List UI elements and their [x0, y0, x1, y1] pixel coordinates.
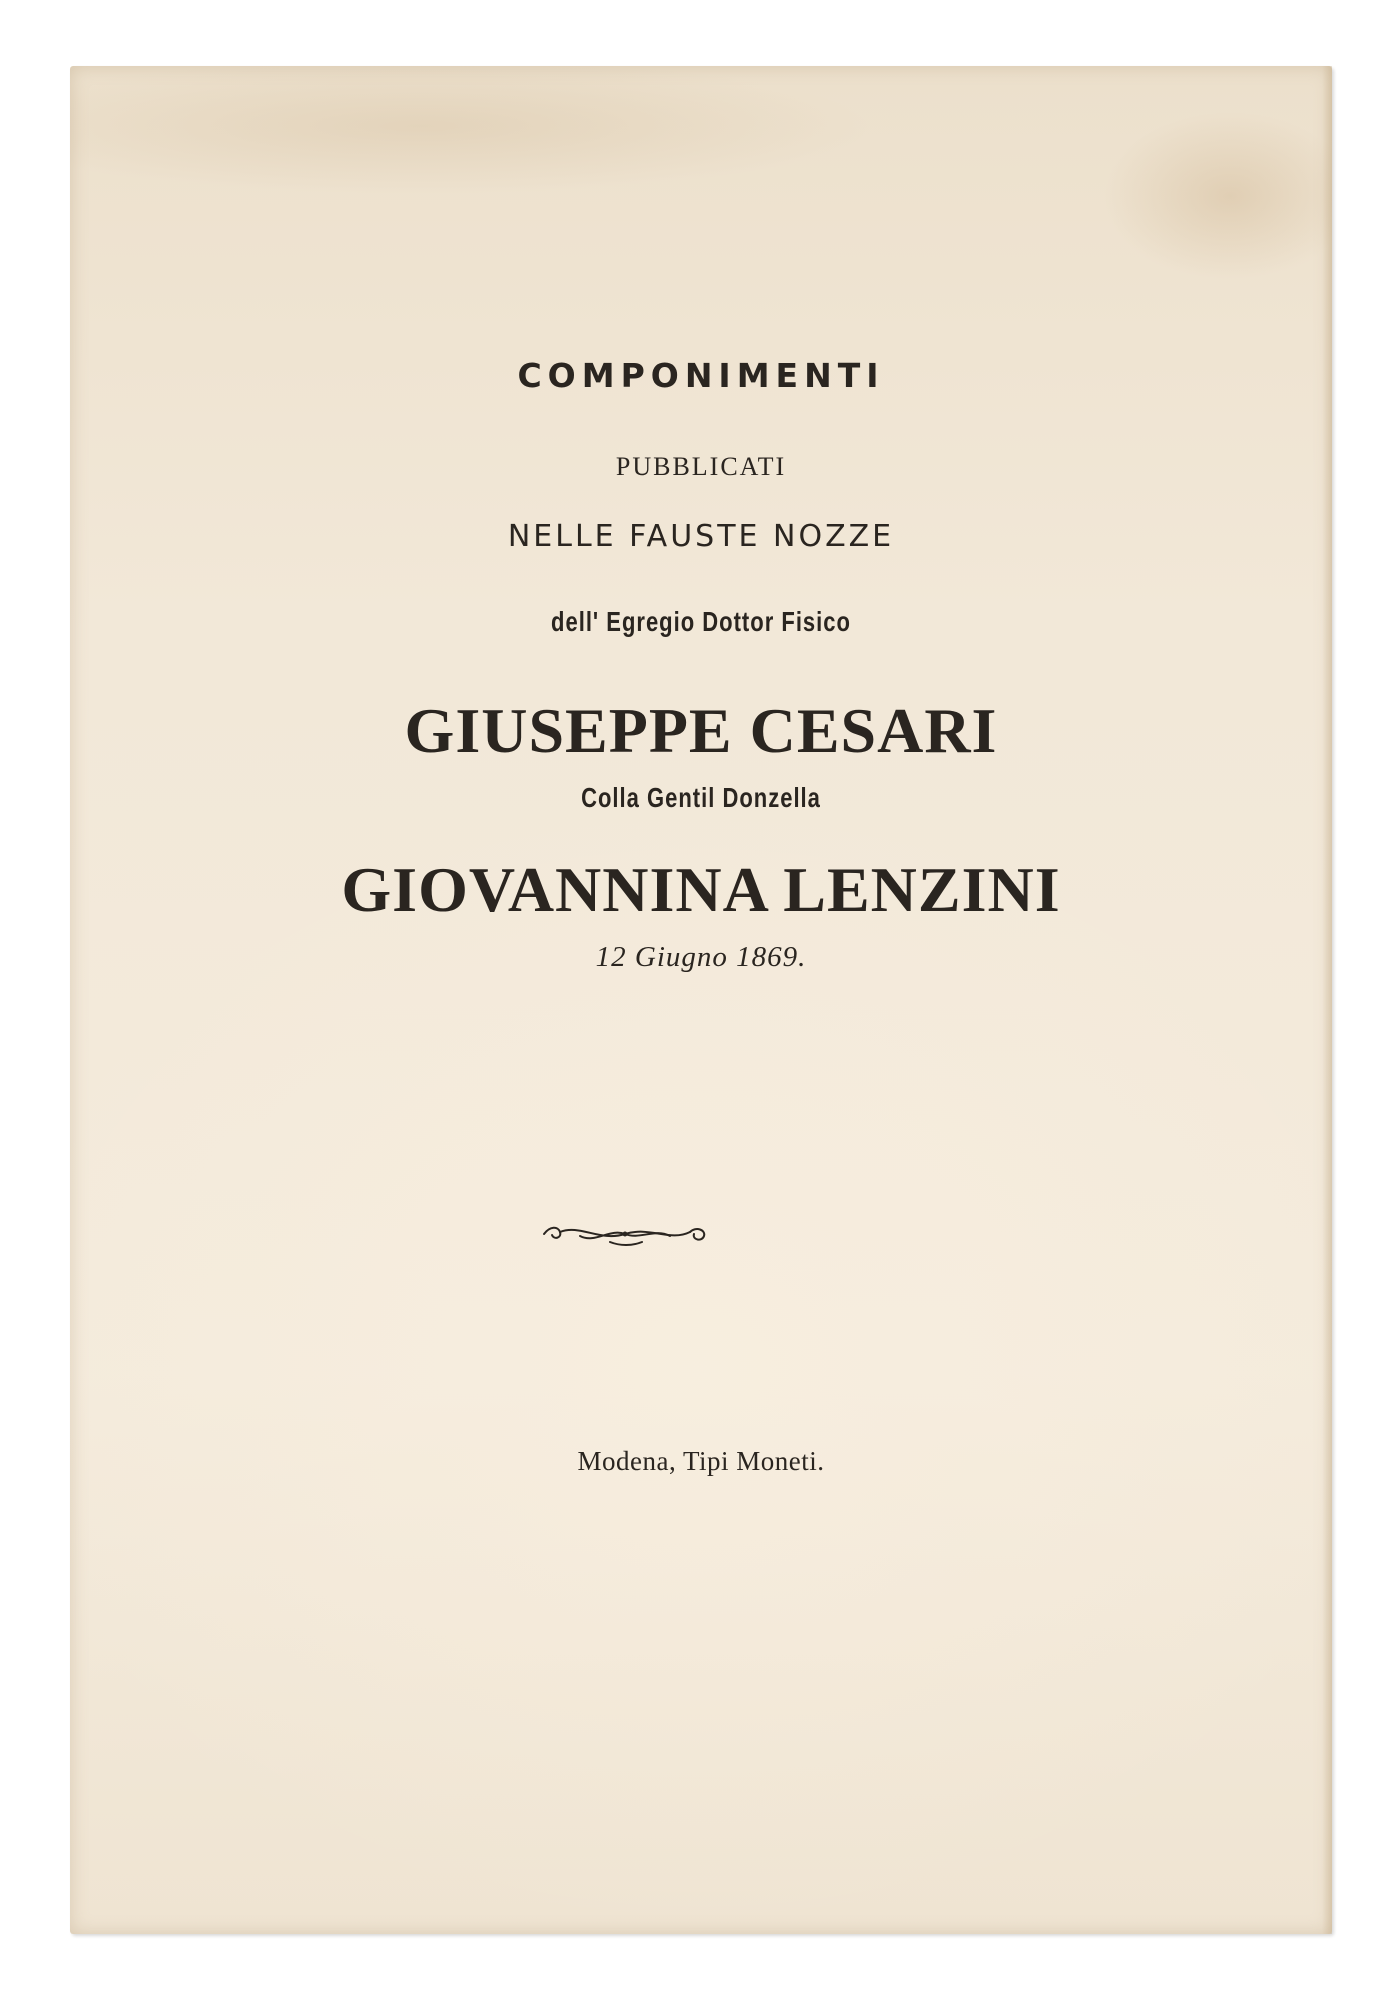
book-title: COMPONIMENTI	[517, 356, 885, 395]
groom-intro: dell' Egregio Dottor Fisico	[551, 605, 851, 637]
occasion-line: NELLE FAUSTE NOZZE	[507, 519, 895, 554]
title-page	[70, 66, 1332, 1934]
groom-name: GIUSEPPE CESARI	[404, 695, 998, 766]
subtitle: PUBBLICATI	[615, 452, 787, 481]
scroll-flourish-icon	[540, 1216, 710, 1252]
bride-intro: Colla Gentil Donzella	[581, 781, 821, 813]
printer-imprint: Modena, Tipi Moneti.	[577, 1446, 825, 1476]
wedding-date: 12 Giugno 1869.	[595, 941, 807, 973]
bride-name: GIOVANNINA LENZINI	[341, 854, 1061, 925]
